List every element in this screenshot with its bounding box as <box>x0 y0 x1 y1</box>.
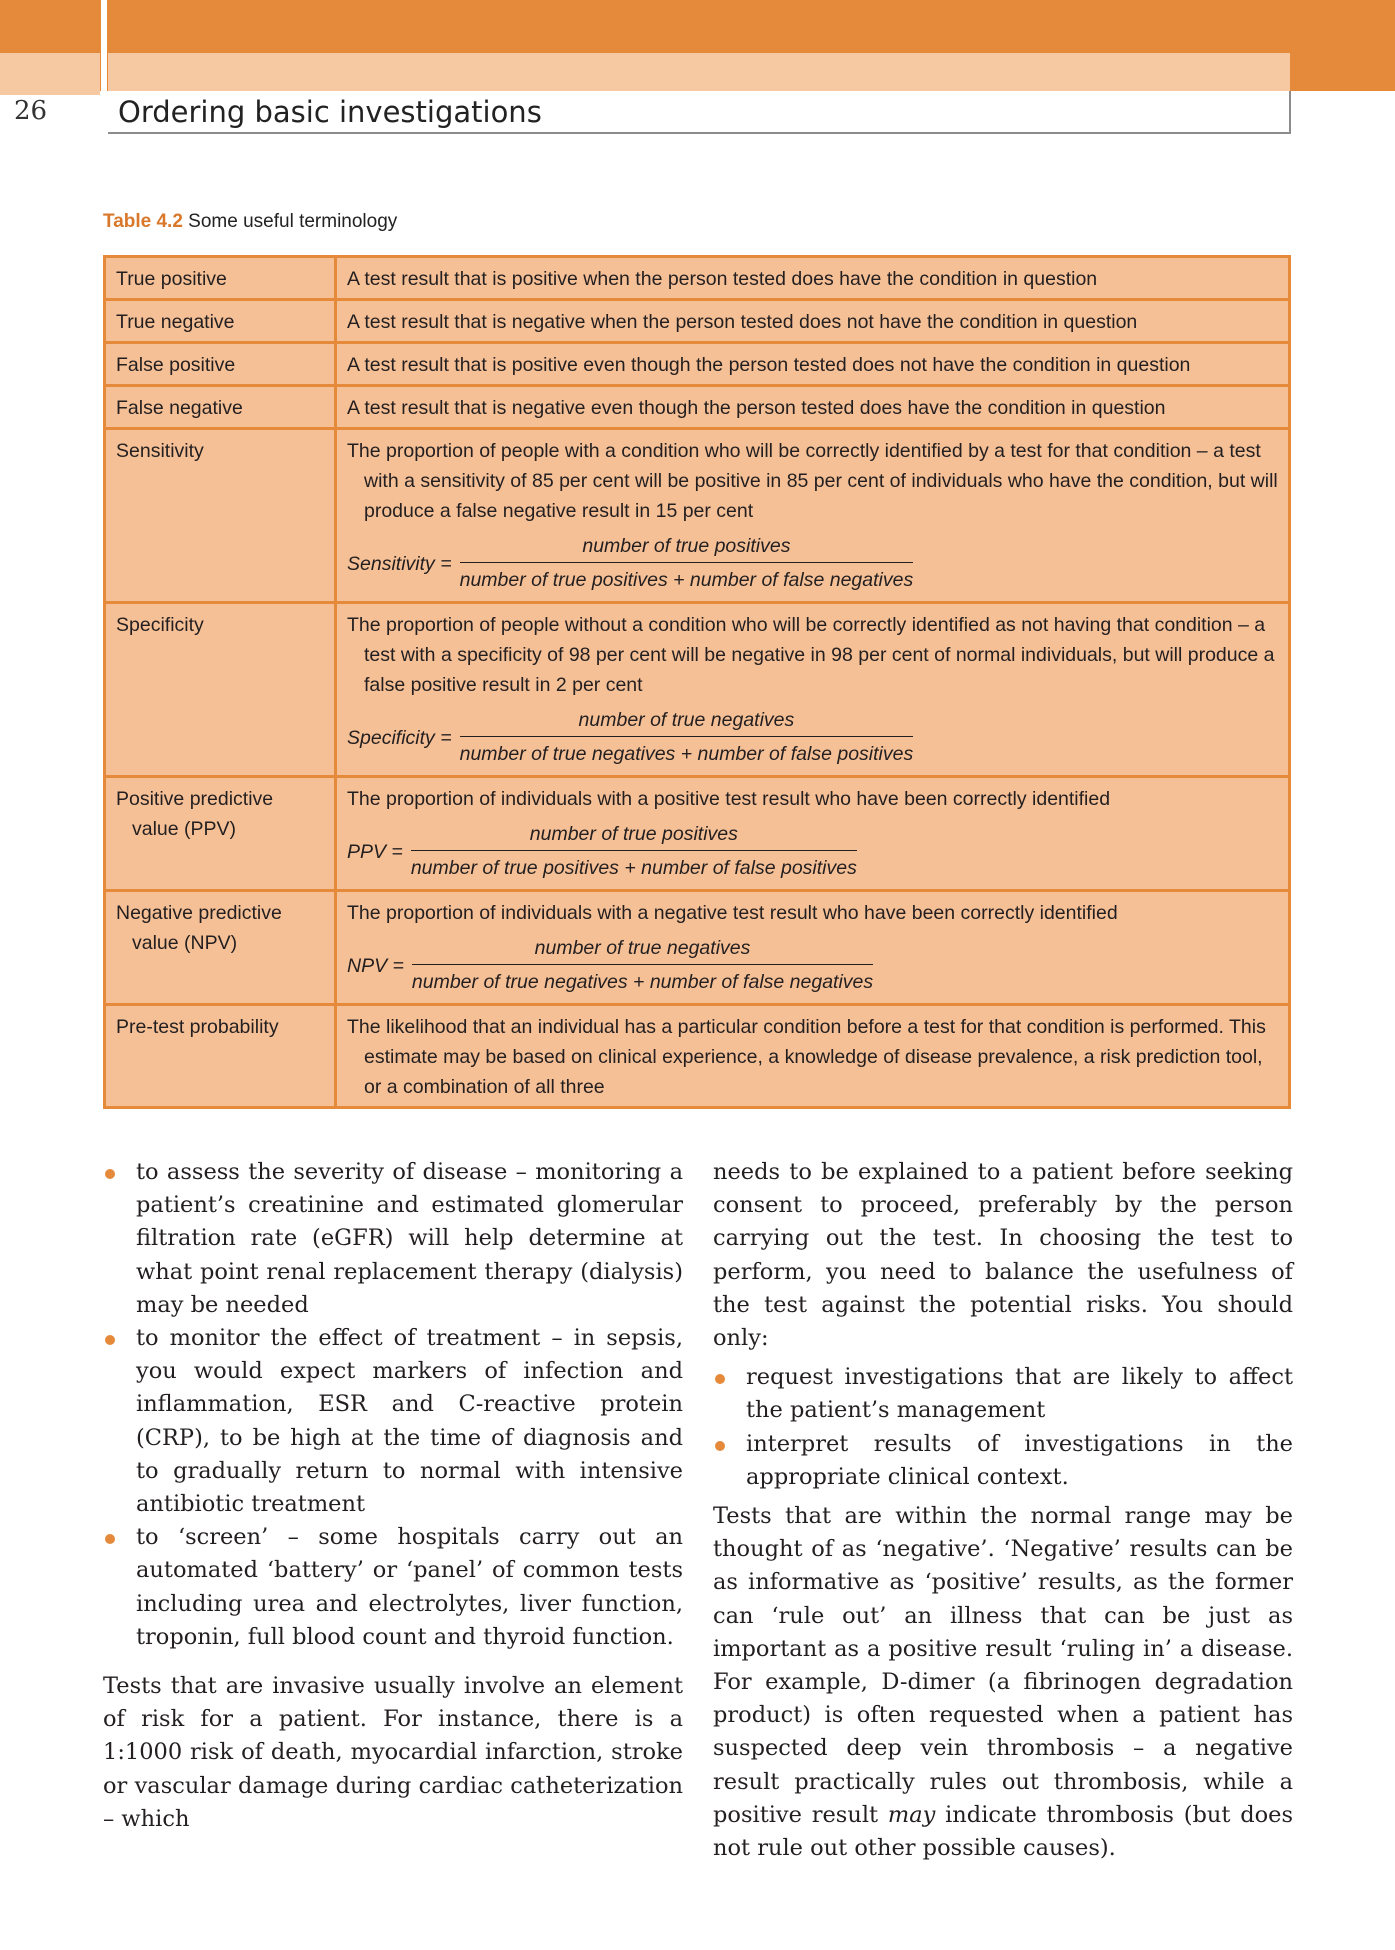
formula <box>347 934 1278 997</box>
terminology-table <box>103 255 1291 1109</box>
formula-lhs: Sensitivity = <box>347 552 452 575</box>
bullet-icon <box>715 1374 725 1384</box>
term-cell: True positive <box>105 257 336 300</box>
formula-fraction <box>411 820 857 883</box>
definition-cell: A test result that is negative even though the person tested does have the condition in question <box>336 386 1290 429</box>
bullet-icon <box>715 1441 725 1451</box>
definition-text: The likelihood that an individual has a particular condition before a test for that condition is performed. This estimate may be based on clinical experience, a knowledge of disease prevalence, a risk prediction tool, or a combination of all three <box>347 1016 1266 1098</box>
formula-denominator: number of true positives + number of false negatives <box>459 569 914 591</box>
chapter-title: Ordering basic investigations <box>118 95 542 129</box>
term-cell: True negative <box>105 300 336 343</box>
table-caption-text: Some useful terminology <box>182 211 398 232</box>
formula <box>347 706 1278 769</box>
paragraph-text: indicate thrombosis (but does not rule out other possible causes). <box>713 1801 1294 1862</box>
formula-denominator: number of true positives + number of false positives <box>410 857 857 879</box>
page-number: 26 <box>14 96 48 126</box>
definition-cell <box>336 1005 1290 1108</box>
list-item-text: to ‘screen’ – some hospitals carry out an automated ‘battery’ or ‘panel’ of common tests including urea and electrolytes, liver function, troponin, full blood count and thyroid function. <box>136 1524 683 1650</box>
term-line: value (PPV) <box>132 818 237 840</box>
formula-numerator: number of true positives <box>411 820 857 851</box>
paragraph: needs to be explained to a patient before seeking consent to proceed, preferably by the person carrying out the test. In choosing the test to perform, you need to balance the usefulness of the test against the potential risks. You should only: <box>713 1159 1293 1352</box>
emphasis-text: may <box>887 1801 936 1828</box>
list-item-text: to assess the severity of disease – monitoring a patient’s creatinine and estimated glomerular filtration rate (eGFR) will help determine at what point renal replacement therapy (dialysis) may be needed <box>136 1159 683 1318</box>
definition-cell: A test result that is positive when the person tested does have the condition in question <box>336 257 1290 300</box>
formula-denominator: number of true negatives + number of false positives <box>459 743 914 765</box>
formula <box>347 820 1278 883</box>
definition-cell <box>336 603 1290 777</box>
term-cell <box>105 891 336 1005</box>
bullet-list <box>713 1361 1293 1494</box>
list-item <box>103 1322 683 1521</box>
term-cell: Specificity <box>105 603 336 777</box>
definition-cell <box>336 429 1290 603</box>
table-row <box>105 891 1290 1005</box>
left-column <box>103 1156 683 1836</box>
term-cell: Sensitivity <box>105 429 336 603</box>
paragraph: Tests that are invasive usually involve an element of risk for a patient. For instance, there is a 1:1000 risk of death, myocardial infarction, stroke or vascular damage during cardiac catheterization – which <box>103 1673 683 1832</box>
bullet-list <box>103 1156 683 1654</box>
definition-text: The proportion of people without a condition who will be correctly identified as not having that condition – a test with a specificity of 98 per cent will be negative in 98 per cent of normal individuals, but will produce a false positive result in 2 per cent <box>347 614 1275 696</box>
definition-text: The proportion of individuals with a positive test result who have been correctly identified <box>347 788 1111 810</box>
definition-cell: A test result that is negative when the person tested does not have the condition in question <box>336 300 1290 343</box>
term-line: Negative predictive <box>116 902 282 924</box>
table-caption <box>103 211 397 233</box>
table-row <box>105 603 1290 777</box>
term-cell: False positive <box>105 343 336 386</box>
paragraph-text: Tests that are within the normal range may be thought of as ‘negative’. ‘Negative’ results can be as informative as ‘positive’ results, as the former can ‘rule out’ an illness that can be just as important as a positive result ‘ruling in’ a disease. For example, D-dimer (a fibrinogen degradation product) is often requested when a patient has suspected deep vein thrombosis – a negative result practically rules out thrombosis, while a positive result <box>713 1503 1293 1828</box>
table-row <box>105 1005 1290 1108</box>
table-row <box>105 300 1290 343</box>
term-cell: Pre-test probability <box>105 1005 336 1108</box>
list-item <box>103 1521 683 1654</box>
list-item-text: request investigations that are likely to affect the patient’s management <box>746 1364 1293 1424</box>
bullet-icon <box>105 1169 115 1179</box>
term-line: Positive predictive <box>116 788 274 810</box>
formula-numerator: number of true positives <box>460 532 914 563</box>
list-item-text: to monitor the effect of treatment – in sepsis, you would expect markers of infection and inflammation, ESR and C-reactive protein (CRP), to be high at the time of diagnosis and to gradually return to normal with intensive antibiotic treatment <box>136 1325 683 1518</box>
definition-cell: A test result that is positive even though the person tested does not have the condition in question <box>336 343 1290 386</box>
formula-numerator: number of true negatives <box>412 934 873 965</box>
formula-fraction <box>460 706 914 769</box>
table-row <box>105 429 1290 603</box>
formula <box>347 532 1278 595</box>
formula-denominator: number of true negatives + number of false negatives <box>411 971 874 993</box>
term-cell <box>105 777 336 891</box>
definition-cell <box>336 891 1290 1005</box>
table-caption-label: Table 4.2 <box>103 211 183 232</box>
formula-numerator: number of true negatives <box>460 706 914 737</box>
bullet-icon <box>105 1534 115 1544</box>
list-item <box>713 1361 1293 1427</box>
formula-lhs: Specificity = <box>347 726 452 749</box>
table-row <box>105 386 1290 429</box>
header-divider <box>101 0 107 133</box>
definition-text: The proportion of people with a condition who will be correctly identified by a test for that condition – a test with a sensitivity of 85 per cent will be positive in 85 per cent of individuals who have the condition, but will produce a false negative result in 15 per cent <box>347 440 1278 522</box>
list-item <box>103 1156 683 1322</box>
table-row <box>105 343 1290 386</box>
header-accent-left <box>0 53 100 95</box>
table-row <box>105 257 1290 300</box>
formula-fraction <box>460 532 914 595</box>
right-column <box>713 1156 1293 1865</box>
formula-fraction <box>412 934 873 997</box>
formula-lhs: PPV = <box>347 840 403 863</box>
term-cell: False negative <box>105 386 336 429</box>
term-line: value (NPV) <box>132 932 238 954</box>
definition-cell <box>336 777 1290 891</box>
definition-text: The proportion of individuals with a negative test result who have been correctly identified <box>347 902 1118 924</box>
formula-lhs: NPV = <box>347 954 404 977</box>
bullet-icon <box>105 1335 115 1345</box>
table-row <box>105 777 1290 891</box>
list-item-text: interpret results of investigations in the appropriate clinical context. <box>746 1430 1293 1490</box>
list-item <box>713 1428 1293 1494</box>
paragraph <box>713 1500 1293 1865</box>
